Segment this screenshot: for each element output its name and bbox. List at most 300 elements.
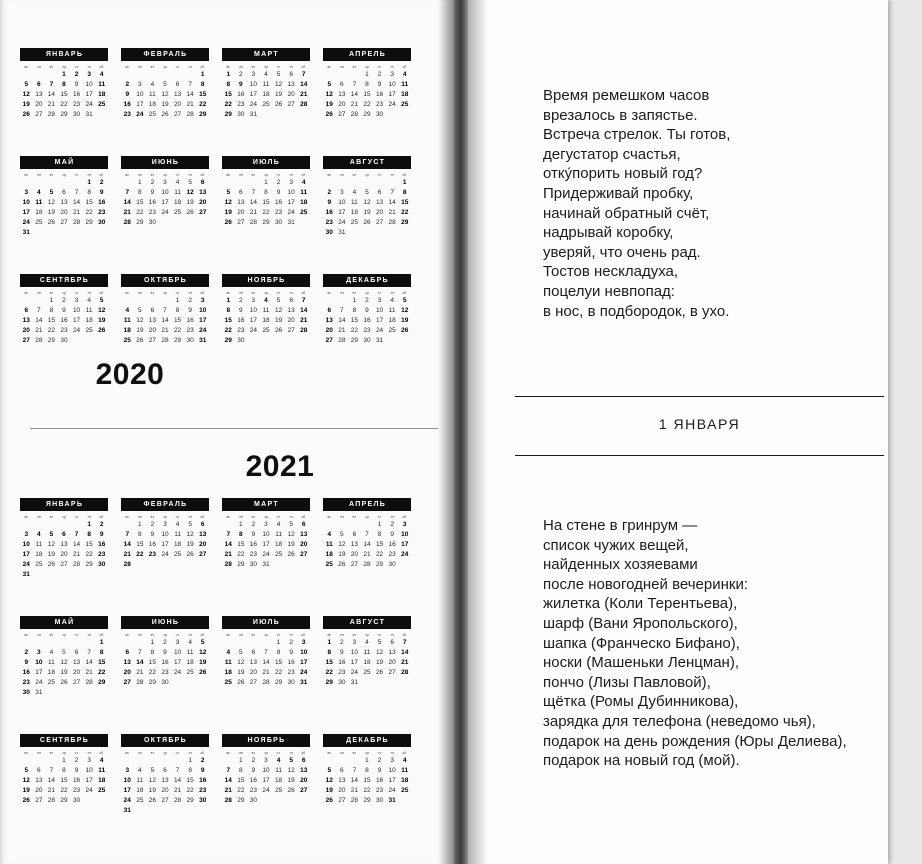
weekday-label: чт xyxy=(377,290,382,295)
poem-line: Придерживай пробку, xyxy=(543,184,694,202)
day-cell: 23 xyxy=(249,787,258,794)
day-cell: 2 xyxy=(62,297,66,304)
empty-cell xyxy=(20,756,33,766)
day-cell: 6 xyxy=(377,189,382,196)
weekday-label: пт xyxy=(87,290,91,295)
day-cell: 26 xyxy=(274,327,283,334)
day-cell: 1 xyxy=(62,71,66,78)
weekday-label: пн xyxy=(137,64,142,69)
weekday-label: ср xyxy=(62,514,66,519)
weekday-label: сб xyxy=(402,514,407,519)
day-cell: 27 xyxy=(300,551,308,558)
day-cell: 15 xyxy=(224,91,232,98)
poem-line: жилетка (Коли Терентьева), xyxy=(543,595,738,613)
day-cell: 19 xyxy=(325,101,333,108)
day-cell: 2 xyxy=(74,71,79,78)
day-cell: 25 xyxy=(363,669,371,676)
day-cell: 25 xyxy=(274,551,283,558)
day-cell: 1 xyxy=(239,521,243,528)
day-cell: 29 xyxy=(375,561,384,568)
weekday-label: пн xyxy=(36,750,41,755)
weekday-label: вт xyxy=(150,514,155,519)
poem-line: дегустатор счастья, xyxy=(543,145,681,163)
day-cell: 5 xyxy=(188,521,192,528)
day-cell: 16 xyxy=(98,541,106,548)
weekday-label: вт xyxy=(352,750,357,755)
day-cell: 27 xyxy=(161,797,169,804)
weekday-label: сб xyxy=(402,172,407,177)
calendar-grid-2020 xyxy=(20,48,412,346)
day-cell: 2 xyxy=(276,179,281,186)
weekday-label: вс xyxy=(327,750,332,755)
day-cell: 2 xyxy=(163,639,167,646)
day-cell: 8 xyxy=(365,81,369,88)
weekday-label: пн xyxy=(339,290,344,295)
day-cell: 10 xyxy=(22,199,30,206)
day-cell: 1 xyxy=(276,639,281,646)
day-cell: 17 xyxy=(401,541,409,548)
day-cell: 24 xyxy=(401,551,409,558)
day-cell: 17 xyxy=(72,317,81,324)
day-cell: 24 xyxy=(300,669,308,676)
day-cell: 21 xyxy=(350,787,359,794)
day-cell: 24 xyxy=(136,111,144,118)
day-cell: 12 xyxy=(325,777,333,784)
day-cell: 31 xyxy=(350,679,359,686)
day-cell: 31 xyxy=(123,807,131,814)
day-cell: 21 xyxy=(173,787,182,794)
day-cell: 5 xyxy=(99,297,104,304)
month-block xyxy=(121,734,209,816)
empty-cell xyxy=(45,178,58,188)
month-name: ИЮНЬ xyxy=(121,156,209,169)
empty-cell xyxy=(323,178,336,188)
month-name: АВГУСТ xyxy=(323,616,411,629)
day-cell: 4 xyxy=(175,179,180,186)
day-cell: 24 xyxy=(22,561,30,568)
day-cell: 20 xyxy=(388,659,396,666)
page-divider xyxy=(30,428,438,429)
weekday-label: пт xyxy=(390,172,394,177)
day-cell: 20 xyxy=(22,327,30,334)
day-cell: 14 xyxy=(47,777,56,784)
day-cell: 24 xyxy=(161,551,169,558)
month-block xyxy=(222,48,310,120)
poem-line: Встреча стрелок. Ты готов, xyxy=(543,126,731,144)
day-cell: 5 xyxy=(163,81,167,88)
day-cell: 17 xyxy=(262,777,270,784)
weekday-label: пт xyxy=(390,64,394,69)
day-cell: 12 xyxy=(136,317,144,324)
day-cell: 27 xyxy=(199,551,207,558)
month-name: ЯНВАРЬ xyxy=(20,498,108,511)
day-cell: 29 xyxy=(350,337,359,344)
day-cell: 3 xyxy=(163,179,167,186)
day-cell: 13 xyxy=(35,777,43,784)
day-cell: 20 xyxy=(123,669,131,676)
day-cell: 21 xyxy=(363,551,371,558)
day-cell: 16 xyxy=(22,669,30,676)
weekday-label: чт xyxy=(377,64,382,69)
day-cell: 6 xyxy=(327,307,332,314)
day-cell: 3 xyxy=(163,521,167,528)
weekday-label: сб xyxy=(301,64,306,69)
month-name: ФЕВРАЛЬ xyxy=(121,498,209,511)
day-cell: 8 xyxy=(402,189,407,196)
day-cell: 1 xyxy=(226,297,231,304)
day-cell: 20 xyxy=(300,777,308,784)
day-cell: 5 xyxy=(226,189,231,196)
day-cell: 28 xyxy=(401,669,409,676)
day-cell: 6 xyxy=(175,81,180,88)
empty-cell xyxy=(45,756,58,766)
day-cell: 22 xyxy=(199,101,207,108)
day-cell: 23 xyxy=(98,209,106,216)
day-cell: 31 xyxy=(300,679,308,686)
month-block xyxy=(222,498,310,580)
day-cell: 4 xyxy=(402,757,407,764)
day-cell: 13 xyxy=(375,199,384,206)
day-cell: 17 xyxy=(388,91,396,98)
day-cell: 3 xyxy=(87,71,91,78)
poem-line: начинай обратный счёт, xyxy=(543,204,710,222)
weekday-label: пт xyxy=(289,290,293,295)
day-cell: 20 xyxy=(287,317,295,324)
days-grid xyxy=(222,70,310,120)
day-cell: 14 xyxy=(47,91,56,98)
weekday-row xyxy=(323,290,411,295)
day-cell: 16 xyxy=(237,317,245,324)
weekday-label: пт xyxy=(87,514,91,519)
day-cell: 2 xyxy=(24,649,29,656)
day-cell: 13 xyxy=(161,777,169,784)
day-cell: 27 xyxy=(325,337,333,344)
day-cell: 9 xyxy=(239,307,243,314)
days-grid xyxy=(222,638,310,688)
weekday-label: чт xyxy=(175,290,180,295)
day-cell: 4 xyxy=(264,71,268,78)
day-cell: 8 xyxy=(138,189,142,196)
empty-cell xyxy=(171,756,184,766)
days-grid xyxy=(222,296,310,346)
day-cell: 26 xyxy=(274,101,283,108)
day-cell: 27 xyxy=(123,679,131,686)
day-cell: 30 xyxy=(60,337,68,344)
poem-first xyxy=(543,86,730,321)
day-cell: 18 xyxy=(173,541,182,548)
day-cell: 16 xyxy=(274,199,283,206)
day-cell: 11 xyxy=(35,199,43,206)
day-cell: 18 xyxy=(401,91,409,98)
day-cell: 2 xyxy=(377,71,382,78)
weekday-row xyxy=(121,290,209,295)
weekday-label: чт xyxy=(276,514,281,519)
day-cell: 7 xyxy=(163,307,167,314)
day-cell: 22 xyxy=(60,787,68,794)
day-cell: 27 xyxy=(249,679,258,686)
empty-cell xyxy=(121,638,134,648)
day-cell: 23 xyxy=(325,219,333,226)
day-cell: 15 xyxy=(224,317,232,324)
day-cell: 8 xyxy=(87,189,91,196)
day-cell: 25 xyxy=(401,101,409,108)
poem-line: шарф (Вани Яропольского), xyxy=(543,614,738,632)
day-cell: 5 xyxy=(49,189,54,196)
weekday-label: пт xyxy=(188,750,192,755)
day-cell: 1 xyxy=(138,521,142,528)
day-cell: 15 xyxy=(85,199,93,206)
empty-cell xyxy=(323,756,336,766)
day-cell: 12 xyxy=(338,541,346,548)
day-cell: 25 xyxy=(325,561,333,568)
day-cell: 29 xyxy=(274,679,283,686)
day-cell: 3 xyxy=(264,757,268,764)
weekday-label: пн xyxy=(238,632,243,637)
day-cell: 18 xyxy=(388,317,396,324)
day-cell: 9 xyxy=(99,531,104,538)
day-cell: 17 xyxy=(249,317,258,324)
weekday-label: пн xyxy=(339,750,344,755)
day-cell: 2 xyxy=(251,757,256,764)
day-cell: 28 xyxy=(47,111,56,118)
weekday-label: ср xyxy=(62,632,66,637)
weekday-label: пт xyxy=(87,632,91,637)
weekday-label: ср xyxy=(62,290,66,295)
day-cell: 20 xyxy=(338,101,346,108)
day-cell: 12 xyxy=(22,91,30,98)
weekday-label: пт xyxy=(390,632,394,637)
empty-cell xyxy=(33,520,46,530)
day-cell: 19 xyxy=(98,317,106,324)
day-cell: 26 xyxy=(199,669,207,676)
weekday-label: вс xyxy=(24,172,29,177)
day-cell: 19 xyxy=(325,787,333,794)
weekday-label: ср xyxy=(264,514,268,519)
day-cell: 16 xyxy=(249,777,258,784)
day-cell: 6 xyxy=(62,531,66,538)
empty-cell xyxy=(361,178,374,188)
day-cell: 23 xyxy=(161,669,169,676)
day-cell: 4 xyxy=(365,639,369,646)
day-cell: 20 xyxy=(148,327,157,334)
day-cell: 20 xyxy=(350,551,359,558)
day-cell: 12 xyxy=(287,531,295,538)
weekday-label: вс xyxy=(226,750,231,755)
day-cell: 4 xyxy=(87,297,91,304)
day-cell: 25 xyxy=(262,101,270,108)
day-cell: 19 xyxy=(186,541,194,548)
day-cell: 5 xyxy=(327,767,332,774)
day-cell: 14 xyxy=(72,199,81,206)
day-cell: 21 xyxy=(186,101,194,108)
day-cell: 10 xyxy=(262,767,270,774)
weekday-label: чт xyxy=(276,632,281,637)
day-cell: 16 xyxy=(237,91,245,98)
day-cell: 10 xyxy=(375,307,384,314)
day-cell: 11 xyxy=(388,307,396,314)
weekday-label: чт xyxy=(74,172,79,177)
weekday-label: чт xyxy=(74,64,79,69)
day-cell: 31 xyxy=(85,111,93,118)
day-cell: 31 xyxy=(262,561,270,568)
day-cell: 7 xyxy=(74,189,79,196)
weekday-label: вс xyxy=(327,172,332,177)
day-cell: 15 xyxy=(47,317,56,324)
weekday-label: пт xyxy=(188,64,192,69)
weekday-row xyxy=(20,290,108,295)
day-cell: 10 xyxy=(161,531,169,538)
day-cell: 22 xyxy=(136,209,144,216)
day-cell: 22 xyxy=(375,551,384,558)
empty-cell xyxy=(235,638,248,648)
day-cell: 24 xyxy=(249,327,258,334)
weekday-label: вс xyxy=(24,514,29,519)
day-cell: 2 xyxy=(74,757,79,764)
empty-cell xyxy=(121,70,134,80)
month-name: ДЕКАБРЬ xyxy=(323,274,411,287)
month-block xyxy=(323,274,411,346)
day-cell: 8 xyxy=(138,531,142,538)
day-cell: 12 xyxy=(60,659,68,666)
day-cell: 29 xyxy=(224,337,232,344)
weekday-label: чт xyxy=(276,64,281,69)
day-cell: 4 xyxy=(125,307,130,314)
day-cell: 28 xyxy=(123,219,131,226)
weekday-label: ср xyxy=(264,632,268,637)
poem-line: зарядка для телефона (неведомо чья), xyxy=(543,712,816,730)
day-cell: 27 xyxy=(287,327,295,334)
day-cell: 18 xyxy=(47,669,56,676)
day-cell: 19 xyxy=(274,91,283,98)
weekday-label: пт xyxy=(87,64,91,69)
day-cell: 9 xyxy=(289,649,293,656)
day-cell: 19 xyxy=(274,317,283,324)
empty-cell xyxy=(348,70,361,80)
day-cell: 10 xyxy=(22,541,30,548)
day-cell: 9 xyxy=(377,81,382,88)
day-cell: 13 xyxy=(300,531,308,538)
day-cell: 17 xyxy=(22,209,30,216)
empty-cell xyxy=(247,638,260,648)
day-cell: 6 xyxy=(125,649,130,656)
weekday-label: вт xyxy=(352,64,357,69)
weekday-label: чт xyxy=(377,172,382,177)
weekday-label: ср xyxy=(365,64,369,69)
day-cell: 21 xyxy=(249,209,258,216)
empty-cell xyxy=(336,70,349,80)
day-cell: 17 xyxy=(262,541,270,548)
day-cell: 26 xyxy=(401,327,409,334)
day-cell: 6 xyxy=(62,189,66,196)
day-cell: 15 xyxy=(186,777,194,784)
empty-cell xyxy=(58,638,71,648)
day-cell: 18 xyxy=(350,209,359,216)
day-cell: 22 xyxy=(148,669,157,676)
day-cell: 25 xyxy=(98,101,106,108)
weekday-label: пн xyxy=(339,632,344,637)
empty-cell xyxy=(159,296,172,306)
day-cell: 2 xyxy=(200,757,205,764)
weekday-label: пт xyxy=(289,514,293,519)
day-cell: 23 xyxy=(148,209,157,216)
day-cell: 15 xyxy=(325,659,333,666)
day-cell: 25 xyxy=(388,327,396,334)
day-cell: 15 xyxy=(60,91,68,98)
weekday-label: пн xyxy=(238,514,243,519)
weekday-row xyxy=(222,172,310,177)
day-cell: 18 xyxy=(98,777,106,784)
day-cell: 16 xyxy=(186,317,194,324)
empty-cell xyxy=(134,70,147,80)
day-cell: 21 xyxy=(224,551,232,558)
month-name: СЕНТЯБРЬ xyxy=(20,734,108,747)
day-cell: 30 xyxy=(287,679,295,686)
day-cell: 22 xyxy=(237,787,245,794)
weekday-label: вт xyxy=(352,632,357,637)
day-cell: 30 xyxy=(199,797,207,804)
days-grid xyxy=(121,520,209,570)
day-cell: 18 xyxy=(35,551,43,558)
day-cell: 28 xyxy=(350,111,359,118)
day-cell: 1 xyxy=(226,71,231,78)
day-cell: 27 xyxy=(300,787,308,794)
day-cell: 13 xyxy=(173,91,182,98)
weekday-label: чт xyxy=(276,172,281,177)
day-cell: 15 xyxy=(85,541,93,548)
day-cell: 14 xyxy=(300,307,308,314)
poem-line: пончо (Лизы Павловой), xyxy=(543,673,711,691)
day-cell: 28 xyxy=(85,679,93,686)
day-cell: 23 xyxy=(199,787,207,794)
day-cell: 15 xyxy=(237,541,245,548)
day-cell: 28 xyxy=(249,219,258,226)
day-cell: 24 xyxy=(388,101,396,108)
day-cell: 14 xyxy=(161,317,169,324)
day-cell: 12 xyxy=(375,649,384,656)
day-cell: 5 xyxy=(276,297,281,304)
day-cell: 23 xyxy=(375,787,384,794)
day-cell: 5 xyxy=(289,757,293,764)
month-block xyxy=(20,156,108,238)
day-cell: 23 xyxy=(375,101,384,108)
day-cell: 22 xyxy=(401,209,409,216)
day-cell: 6 xyxy=(301,757,306,764)
day-cell: 19 xyxy=(224,209,232,216)
weekday-label: вс xyxy=(226,64,231,69)
day-cell: 24 xyxy=(338,219,346,226)
day-cell: 13 xyxy=(123,659,131,666)
day-cell: 8 xyxy=(87,531,91,538)
day-cell: 29 xyxy=(98,679,106,686)
day-cell: 30 xyxy=(249,797,258,804)
empty-cell xyxy=(336,296,349,306)
day-cell: 24 xyxy=(249,101,258,108)
day-cell: 12 xyxy=(22,777,30,784)
day-cell: 22 xyxy=(136,551,144,558)
day-cell: 21 xyxy=(123,551,131,558)
weekday-label: пн xyxy=(36,632,41,637)
empty-cell xyxy=(171,70,184,80)
day-cell: 11 xyxy=(401,81,409,88)
day-cell: 2 xyxy=(239,71,243,78)
day-cell: 13 xyxy=(325,317,333,324)
month-block xyxy=(121,498,209,580)
month-name: ОКТЯБРЬ xyxy=(121,734,209,747)
weekday-label: сб xyxy=(402,632,407,637)
day-cell: 15 xyxy=(173,317,182,324)
day-cell: 28 xyxy=(363,561,371,568)
day-cell: 21 xyxy=(47,787,56,794)
